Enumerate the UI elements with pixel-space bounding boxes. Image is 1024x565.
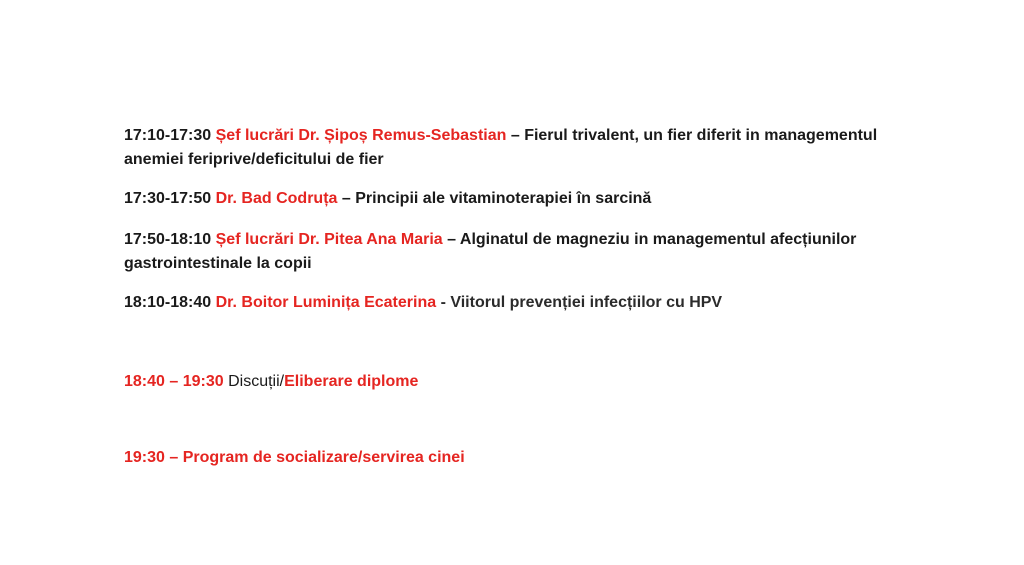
discussion-item bbox=[124, 370, 418, 394]
agenda-speaker: Dr. Boitor Luminița Ecaterina bbox=[215, 294, 437, 311]
agenda-time: 18:10-18:40 bbox=[124, 294, 212, 311]
agenda-speaker: Dr. Bad Codruța bbox=[215, 190, 338, 207]
agenda-item-1 bbox=[124, 124, 904, 172]
agenda-time: 17:50-18:10 bbox=[124, 231, 212, 248]
discussion-highlight: Eliberare diplome bbox=[284, 373, 419, 390]
agenda-item-3 bbox=[124, 228, 904, 276]
agenda-speaker: Șef lucrări Dr. Pitea Ana Maria bbox=[215, 231, 443, 248]
agenda-topic: – Fierul trivalent, un fier diferit in managementul anemiei feriprive/deficitului de fier bbox=[124, 127, 878, 168]
agenda-speaker: Șef lucrări Dr. Șipoș Remus-Sebastian bbox=[215, 127, 507, 144]
agenda-topic: – Principii ale vitaminoterapiei în sarcină bbox=[341, 190, 652, 207]
agenda-time: 17:30-17:50 bbox=[124, 190, 212, 207]
agenda-item-4 bbox=[124, 291, 722, 315]
discussion-time: 18:40 – 19:30 bbox=[124, 373, 224, 390]
discussion-label: Discuții/ bbox=[228, 373, 285, 390]
social-item: 19:30 – Program de socializare/servirea cinei bbox=[124, 449, 465, 466]
agenda-item-2 bbox=[124, 187, 651, 211]
agenda-topic: - Viitorul prevenției infecțiilor cu HPV bbox=[440, 294, 723, 311]
agenda-topic: – Alginatul de magneziu in managementul afecțiunilor gastrointestinale la copii bbox=[124, 231, 857, 272]
agenda-time: 17:10-17:30 bbox=[124, 127, 212, 144]
